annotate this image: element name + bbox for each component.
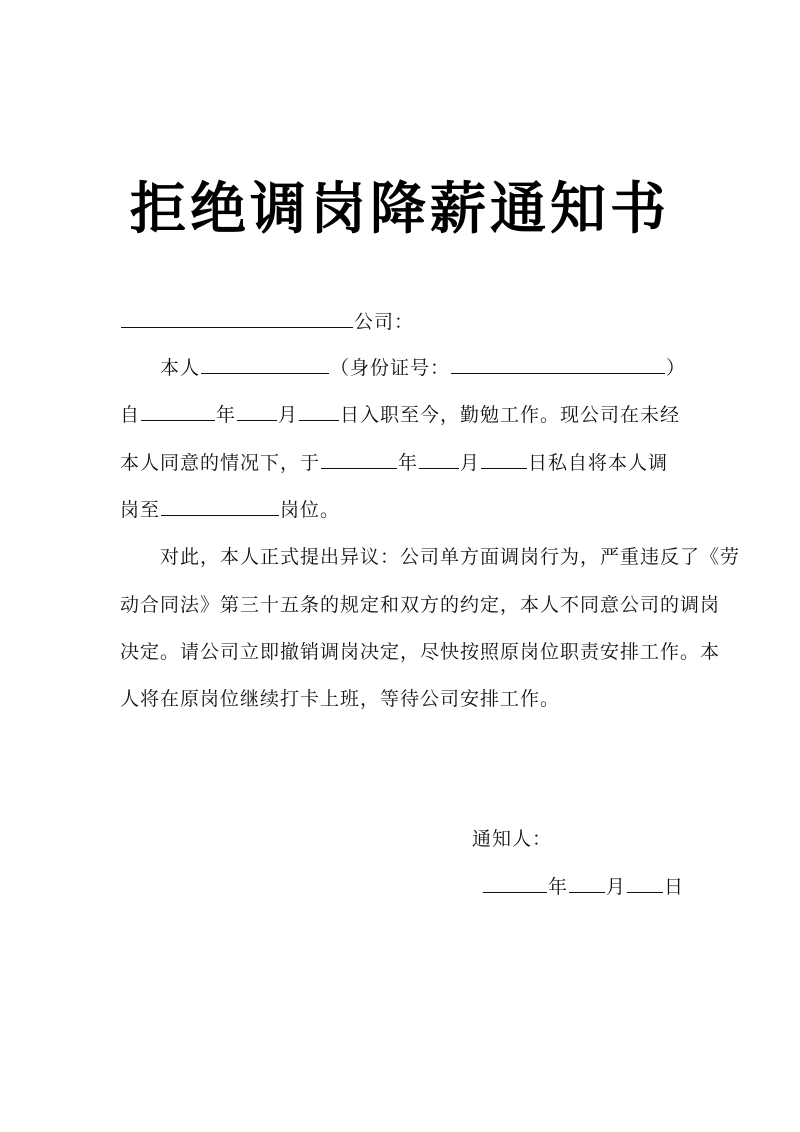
para1-l3-rest: 日私自将本人调 [528,452,669,474]
hire-day-blank [299,400,339,421]
para1-line1 [160,353,686,383]
transfer-month-blank [419,448,459,469]
para2-line1: 对此，本人正式提出异议：公司单方面调岗行为，严重违反了《劳 [160,546,741,568]
new-position-blank [161,495,279,516]
para2-line3: 决定。请公司立即撤销调岗决定，尽快按照原岗位职责安排工作。本 [120,641,721,663]
para2-line4: 人将在原岗位继续打卡上班，等待公司安排工作。 [120,688,561,710]
sign-year-label: 年 [548,876,569,898]
signature-label: 通知人： [472,828,553,850]
para2-line2: 动合同法》第三十五条的规定和双方的约定，本人不同意公司的调岗 [120,594,721,616]
transfer-day-blank [481,448,527,469]
hire-year-blank [141,400,215,421]
para1-l2-year: 年 [216,404,237,426]
sign-month-blank [569,872,605,893]
document-title: 拒绝调岗降薪通知书 [130,177,670,242]
hire-month-blank [237,400,277,421]
para1-l3-prefix: 本人同意的情况下，于 [120,452,321,474]
para1-l1-mid: （身份证号： [330,357,451,379]
addressee-line [120,307,414,337]
para1-l2-rest: 日入职至今，勤勉工作。现公司在未经 [340,404,681,426]
addressee-suffix: 公司： [354,311,415,333]
transfer-year-blank [321,448,397,469]
signature-date-line [482,872,684,902]
para1-l1-end: ） [666,357,687,379]
para1-l4-rest: 岗位。 [280,499,341,521]
para1-l1-prefix: 本人 [160,357,201,379]
sign-day-blank [627,872,663,893]
para1-line3 [120,448,668,478]
para1-l2-month: 月 [278,404,299,426]
para1-line2 [120,400,680,430]
sign-year-blank [483,872,547,893]
name-blank [201,353,329,374]
id-number-blank [451,353,665,374]
sign-month-label: 月 [606,876,627,898]
sign-day-label: 日 [664,876,685,898]
para1-l3-month: 月 [460,452,481,474]
para1-l2-prefix: 自 [120,404,141,426]
company-name-blank [121,307,353,328]
para1-l4-prefix: 岗至 [120,499,161,521]
para1-line4 [120,495,340,525]
para1-l3-year: 年 [398,452,419,474]
